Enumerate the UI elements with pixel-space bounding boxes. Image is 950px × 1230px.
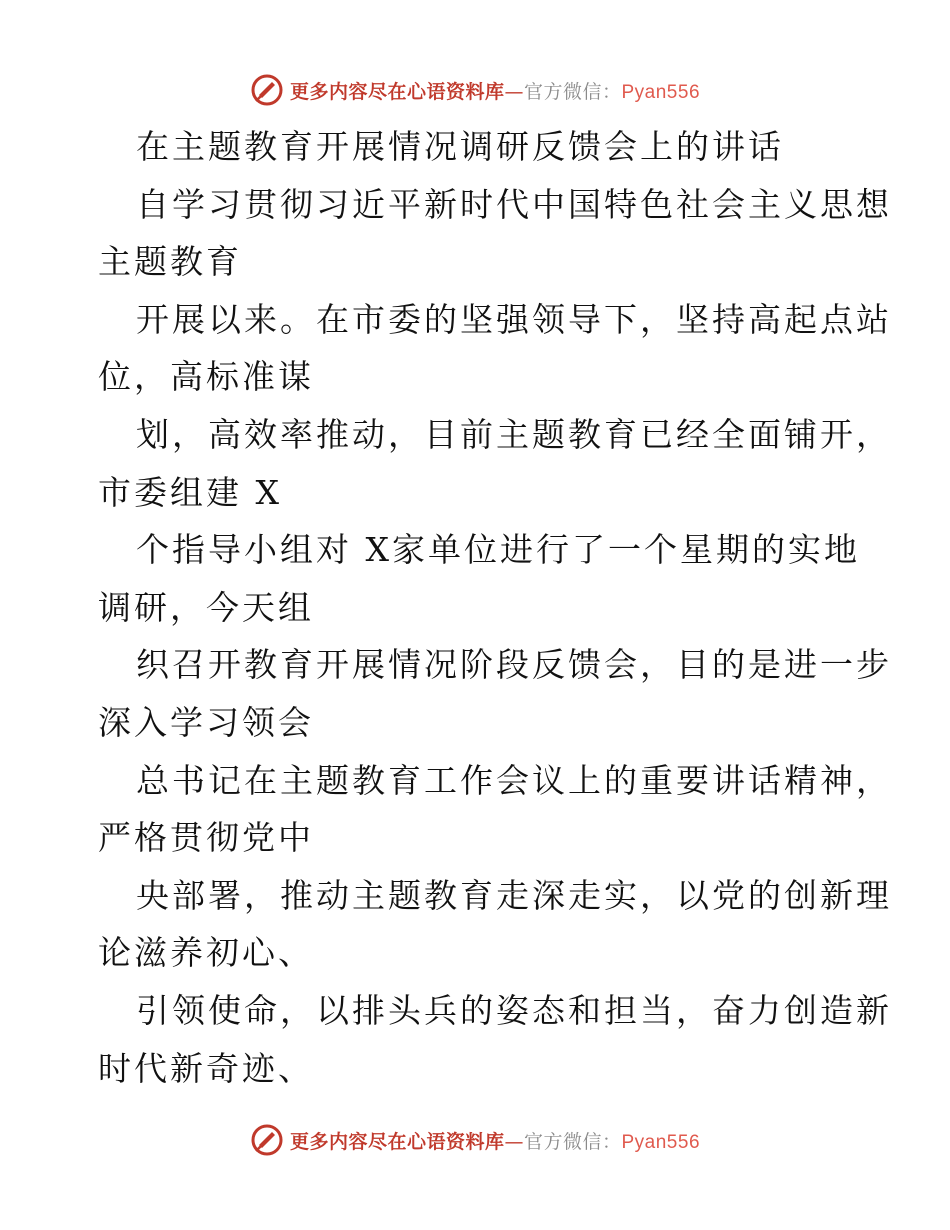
text-line: 主题教育: [98, 242, 242, 282]
watermark-brand: 更多内容尽在心语资料库: [289, 1130, 505, 1153]
header-watermark: [0, 70, 950, 110]
text-line: 开展以来。在市委的坚强领导下，坚持高起点站: [136, 299, 892, 339]
watermark-label: 官方微信：: [523, 80, 622, 103]
watermark-brand: 更多内容尽在心语资料库: [289, 80, 505, 103]
document-body: [98, 118, 892, 1097]
logo-icon: [250, 1123, 284, 1157]
watermark-dash: —: [504, 80, 524, 103]
text-line: 时代新奇迹、: [98, 1048, 314, 1088]
watermark-dash: —: [504, 1130, 524, 1153]
text-line: 位，高标准谋: [98, 357, 314, 397]
text-line: 深入学习领会: [98, 702, 314, 742]
text-line: 论滋养初心、: [98, 933, 314, 973]
watermark-text: [290, 77, 700, 104]
watermark-wechat-id: Pyan556: [621, 81, 701, 103]
logo-icon: [250, 73, 284, 107]
text-line: 个指导小组对 X家单位进行了一个星期的实地: [136, 530, 860, 570]
text-line: 自学习贯彻习近平新时代中国特色社会主义思想: [136, 184, 892, 224]
text-line: 央部署，推动主题教育走深走实，以党的创新理: [136, 875, 892, 915]
text-line: 严格贯彻党中: [98, 818, 314, 858]
watermark-text: [290, 1127, 700, 1154]
watermark-label: 官方微信：: [523, 1130, 622, 1153]
text-line: 织召开教育开展情况阶段反馈会，目的是进一步: [136, 645, 892, 685]
text-line: 引领使命，以排头兵的姿态和担当，奋力创造新: [136, 990, 892, 1030]
text-line: 市委组建 X: [98, 472, 282, 512]
text-line: 总书记在主题教育工作会议上的重要讲话精神，: [136, 760, 892, 800]
footer-watermark: [0, 1120, 950, 1160]
text-line: 划，高效率推动，目前主题教育已经全面铺开，: [136, 414, 892, 454]
document-title: 在主题教育开展情况调研反馈会上的讲话: [136, 127, 784, 166]
watermark-wechat-id: Pyan556: [621, 1131, 701, 1153]
text-line: 调研，今天组: [98, 587, 314, 627]
